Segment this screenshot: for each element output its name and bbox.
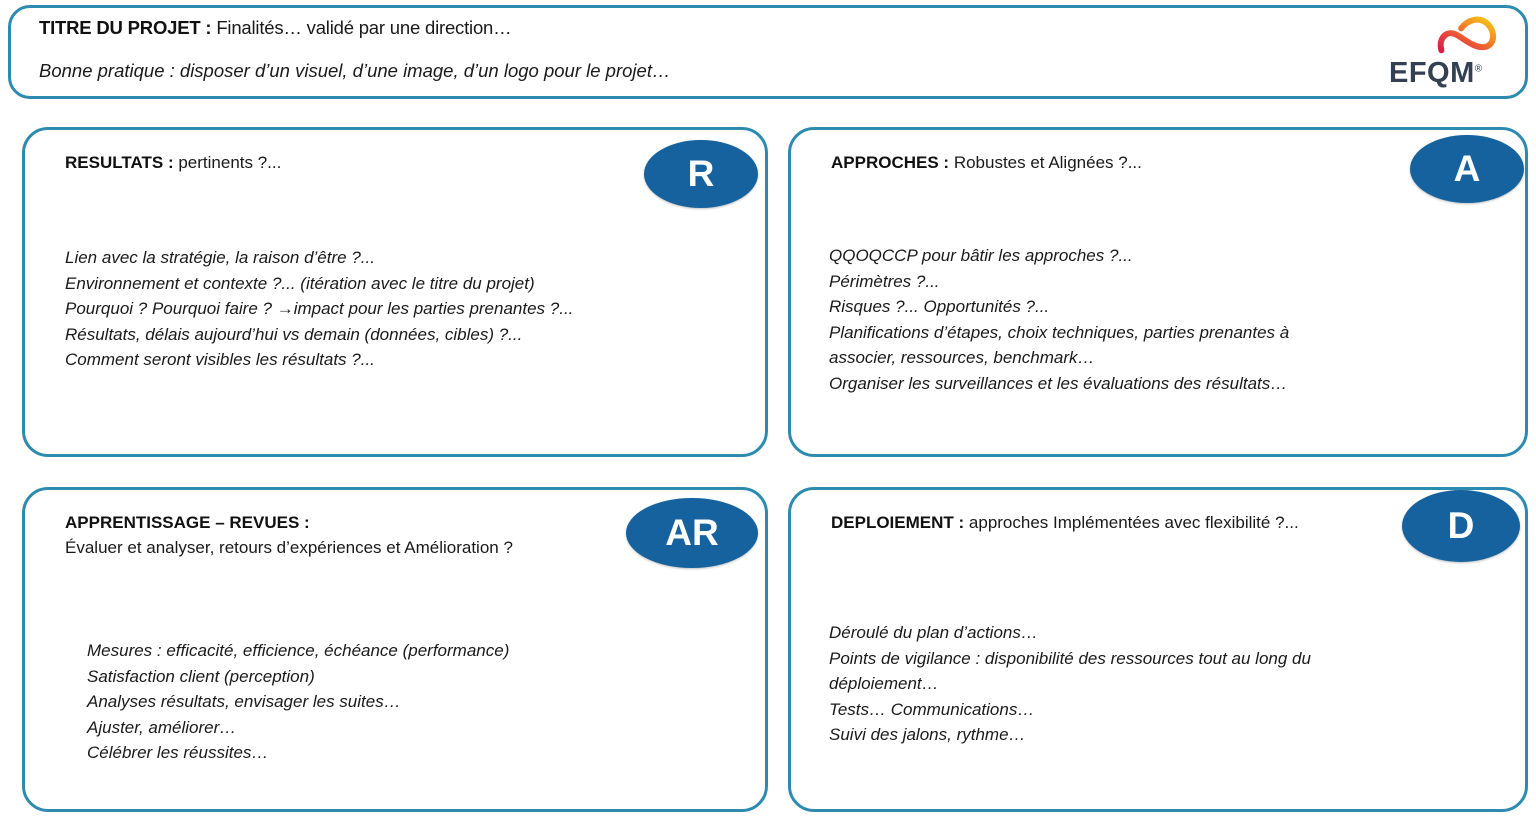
deploiement-line: Points de vigilance : disponibilité des ressources tout au long du: [829, 648, 1311, 668]
apprentissage-line: Mesures : efficacité, efficience, échéance (performance): [87, 641, 510, 660]
efqm-wordmark-text: EFQM: [1389, 57, 1475, 89]
efqm-trademark-symbol: ®: [1474, 63, 1483, 75]
apprentissage-line: Satisfaction client (perception): [87, 666, 315, 686]
project-title-value: Finalités… validé par une direction…: [216, 17, 512, 38]
deploiement-line: Tests… Communications…: [829, 699, 1035, 719]
resultats-heading-value: pertinents ?...: [178, 153, 282, 172]
approches-line: associer, ressources, benchmark…: [829, 348, 1095, 367]
resultats-line: Environnement et contexte ?... (itération avec le titre du projet): [65, 273, 535, 293]
efqm-logo: [1389, 14, 1509, 94]
resultats-line: Comment seront visibles les résultats ?...: [65, 350, 375, 369]
resultats-line: Pourquoi ? Pourquoi faire ? →impact pour les parties prenantes ?...: [65, 299, 574, 318]
apprentissage-line: Ajuster, améliorer…: [87, 717, 237, 737]
badge-approches-letter: A: [1453, 147, 1481, 189]
approches-heading: [831, 152, 1405, 175]
deploiement-line: déploiement…: [829, 674, 939, 693]
resultats-body: [65, 245, 725, 373]
approches-heading-label: APPROCHES :: [831, 153, 950, 172]
apprentissage-heading: [65, 512, 645, 560]
deploiement-line: Déroulé du plan d’actions…: [829, 623, 1038, 642]
badge-apprentissage-letters: AR: [665, 511, 719, 553]
badge-apprentissage-revues: [626, 498, 758, 568]
deploiement-heading-label: DEPLOIEMENT :: [831, 513, 965, 532]
project-title: [39, 17, 511, 39]
approches-line: QQOQCCP pour bâtir les approches ?...: [829, 246, 1133, 265]
badge-resultats: [644, 140, 758, 208]
approches-heading-value: Robustes et Alignées ?...: [953, 153, 1142, 172]
approches-line: Risques ?... Opportunités ?...: [829, 297, 1050, 316]
deploiement-heading-value: approches Implémentées avec flexibilité ?...: [968, 513, 1299, 532]
project-title-card: [8, 5, 1528, 99]
resultats-line: Résultats, délais aujourd’hui vs demain (données, cibles) ?...: [65, 324, 523, 344]
deploiement-heading: [831, 512, 1405, 535]
deploiement-line: Suivi des jalons, rythme…: [829, 725, 1026, 744]
approches-line: Périmètres ?...: [829, 271, 940, 291]
resultats-line: Lien avec la stratégie, la raison d’être ?...: [65, 248, 375, 267]
approches-line: Planifications d’étapes, choix techniques, parties prenantes à: [829, 322, 1290, 342]
badge-approches: [1410, 135, 1524, 203]
resultats-heading: [65, 152, 645, 175]
badge-deploiement: [1402, 490, 1520, 562]
deploiement-body: [829, 620, 1485, 748]
apprentissage-body: [87, 638, 725, 766]
efqm-wordmark: [1389, 59, 1483, 88]
badge-deploiement-letter: D: [1447, 504, 1475, 546]
apprentissage-heading-label: APPRENTISSAGE – REVUES :: [65, 513, 310, 532]
project-title-label: TITRE DU PROJET :: [39, 17, 212, 38]
efqm-infinity-icon: [1437, 16, 1503, 56]
badge-resultats-letter: R: [687, 152, 715, 194]
project-best-practice-note: Bonne pratique : disposer d’un visuel, d’une image, d’un logo pour le projet…: [39, 60, 671, 81]
approches-body: [829, 243, 1485, 396]
apprentissage-line: Analyses résultats, envisager les suites…: [87, 692, 401, 711]
apprentissage-line: Célébrer les réussites…: [87, 743, 269, 762]
resultats-heading-label: RESULTATS :: [65, 153, 174, 172]
approches-line: Organiser les surveillances et les évaluations des résultats…: [829, 373, 1288, 393]
apprentissage-heading-sub: Évaluer et analyser, retours d’expériences et Amélioration ?: [65, 537, 513, 557]
